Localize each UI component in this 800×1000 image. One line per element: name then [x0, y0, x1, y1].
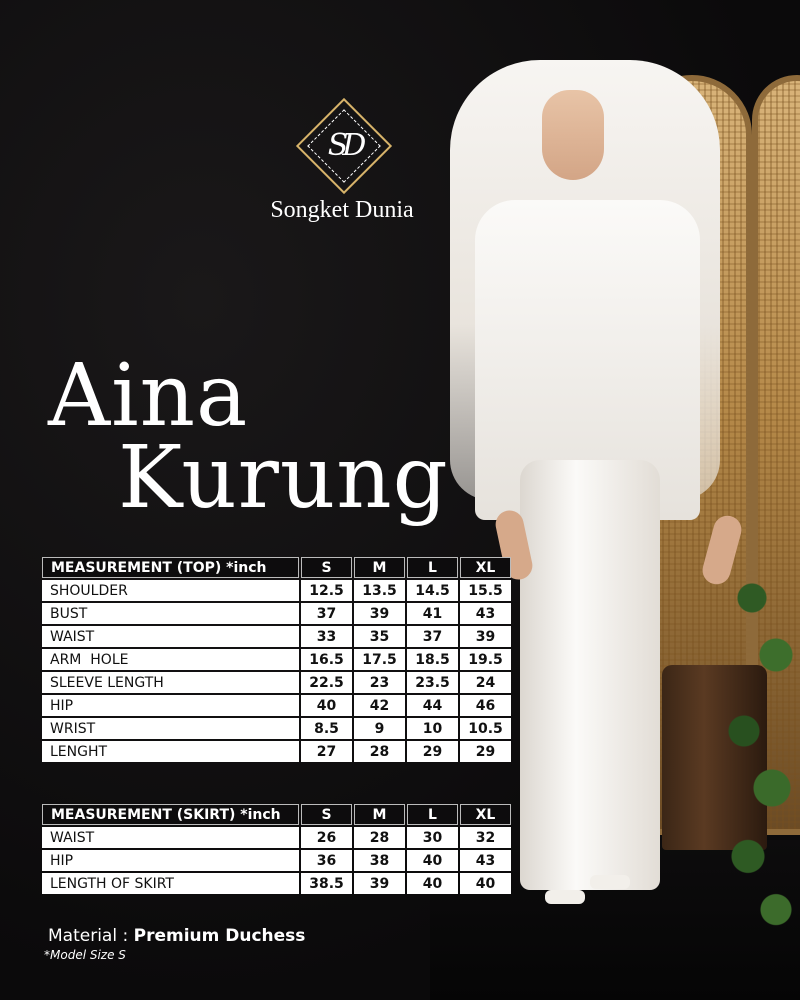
table-row	[42, 672, 511, 693]
header-cell: M	[354, 557, 405, 578]
model-figure	[440, 60, 740, 920]
size-value: 26	[301, 827, 352, 848]
size-value: 35	[354, 626, 405, 647]
table-row	[42, 695, 511, 716]
size-value: 30	[407, 827, 458, 848]
size-value: 37	[407, 626, 458, 647]
header-cell: XL	[460, 557, 511, 578]
table-header-row	[42, 557, 511, 578]
size-value: 27	[301, 741, 352, 762]
size-value: 33	[301, 626, 352, 647]
header-cell: MEASUREMENT (TOP) *inch	[42, 557, 299, 578]
header-cell: L	[407, 557, 458, 578]
size-value: 10	[407, 718, 458, 739]
table-row	[42, 649, 511, 670]
row-label: BUST	[42, 603, 299, 624]
size-value: 38.5	[301, 873, 352, 894]
size-value: 15.5	[460, 580, 511, 601]
table-row	[42, 873, 511, 894]
size-value: 18.5	[407, 649, 458, 670]
size-value: 39	[460, 626, 511, 647]
size-value: 14.5	[407, 580, 458, 601]
size-value: 44	[407, 695, 458, 716]
header-cell: MEASUREMENT (SKIRT) *inch	[42, 804, 299, 825]
product-title-line1: Aina	[48, 346, 249, 446]
size-value: 37	[301, 603, 352, 624]
size-value: 29	[407, 741, 458, 762]
header-cell: L	[407, 804, 458, 825]
kurung-skirt	[520, 460, 660, 890]
skirt-measurement-table	[40, 802, 513, 896]
table-row	[42, 603, 511, 624]
size-value: 22.5	[301, 672, 352, 693]
size-value: 17.5	[354, 649, 405, 670]
material-label: Material :	[48, 926, 129, 946]
brand-logo-letters: SD	[327, 128, 361, 163]
size-value: 46	[460, 695, 511, 716]
model-size-note: *Model Size S	[44, 948, 126, 962]
row-label: WRIST	[42, 718, 299, 739]
table-row	[42, 580, 511, 601]
size-value: 23.5	[407, 672, 458, 693]
size-value: 36	[301, 850, 352, 871]
row-label: HIP	[42, 850, 299, 871]
material-value: Premium Duchess	[133, 926, 306, 946]
model-hand	[699, 513, 744, 588]
brand-name: Songket Dunia	[270, 197, 414, 223]
size-value: 40	[407, 873, 458, 894]
model-shoe	[590, 875, 630, 889]
header-cell: S	[301, 557, 352, 578]
row-label: SHOULDER	[42, 580, 299, 601]
size-value: 29	[460, 741, 511, 762]
size-value: 16.5	[301, 649, 352, 670]
size-value: 39	[354, 873, 405, 894]
model-face	[542, 90, 604, 180]
product-title-line2: Kurung	[118, 428, 449, 528]
size-value: 28	[354, 741, 405, 762]
header-cell: S	[301, 804, 352, 825]
size-value: 40	[407, 850, 458, 871]
size-value: 43	[460, 603, 511, 624]
table-header-row	[42, 804, 511, 825]
size-value: 23	[354, 672, 405, 693]
size-value: 10.5	[460, 718, 511, 739]
size-value: 12.5	[301, 580, 352, 601]
size-value: 40	[460, 873, 511, 894]
table-row	[42, 850, 511, 871]
table-row	[42, 718, 511, 739]
size-value: 9	[354, 718, 405, 739]
table-row	[42, 741, 511, 762]
size-value: 24	[460, 672, 511, 693]
row-label: WAIST	[42, 626, 299, 647]
size-value: 28	[354, 827, 405, 848]
table-row	[42, 827, 511, 848]
size-value: 41	[407, 603, 458, 624]
size-value: 8.5	[301, 718, 352, 739]
row-label: LENGTH OF SKIRT	[42, 873, 299, 894]
row-label: WAIST	[42, 827, 299, 848]
size-value: 38	[354, 850, 405, 871]
row-label: LENGHT	[42, 741, 299, 762]
product-title	[48, 346, 449, 528]
size-value: 39	[354, 603, 405, 624]
header-cell: XL	[460, 804, 511, 825]
row-label: ARM HOLE	[42, 649, 299, 670]
size-value: 32	[460, 827, 511, 848]
size-value: 40	[301, 695, 352, 716]
row-label: HIP	[42, 695, 299, 716]
row-label: SLEEVE LENGTH	[42, 672, 299, 693]
material-note	[48, 926, 305, 946]
size-value: 13.5	[354, 580, 405, 601]
model-shoe	[545, 890, 585, 904]
size-value: 43	[460, 850, 511, 871]
table-row	[42, 626, 511, 647]
size-value: 19.5	[460, 649, 511, 670]
header-cell: M	[354, 804, 405, 825]
size-value: 42	[354, 695, 405, 716]
top-measurement-table	[40, 555, 513, 764]
